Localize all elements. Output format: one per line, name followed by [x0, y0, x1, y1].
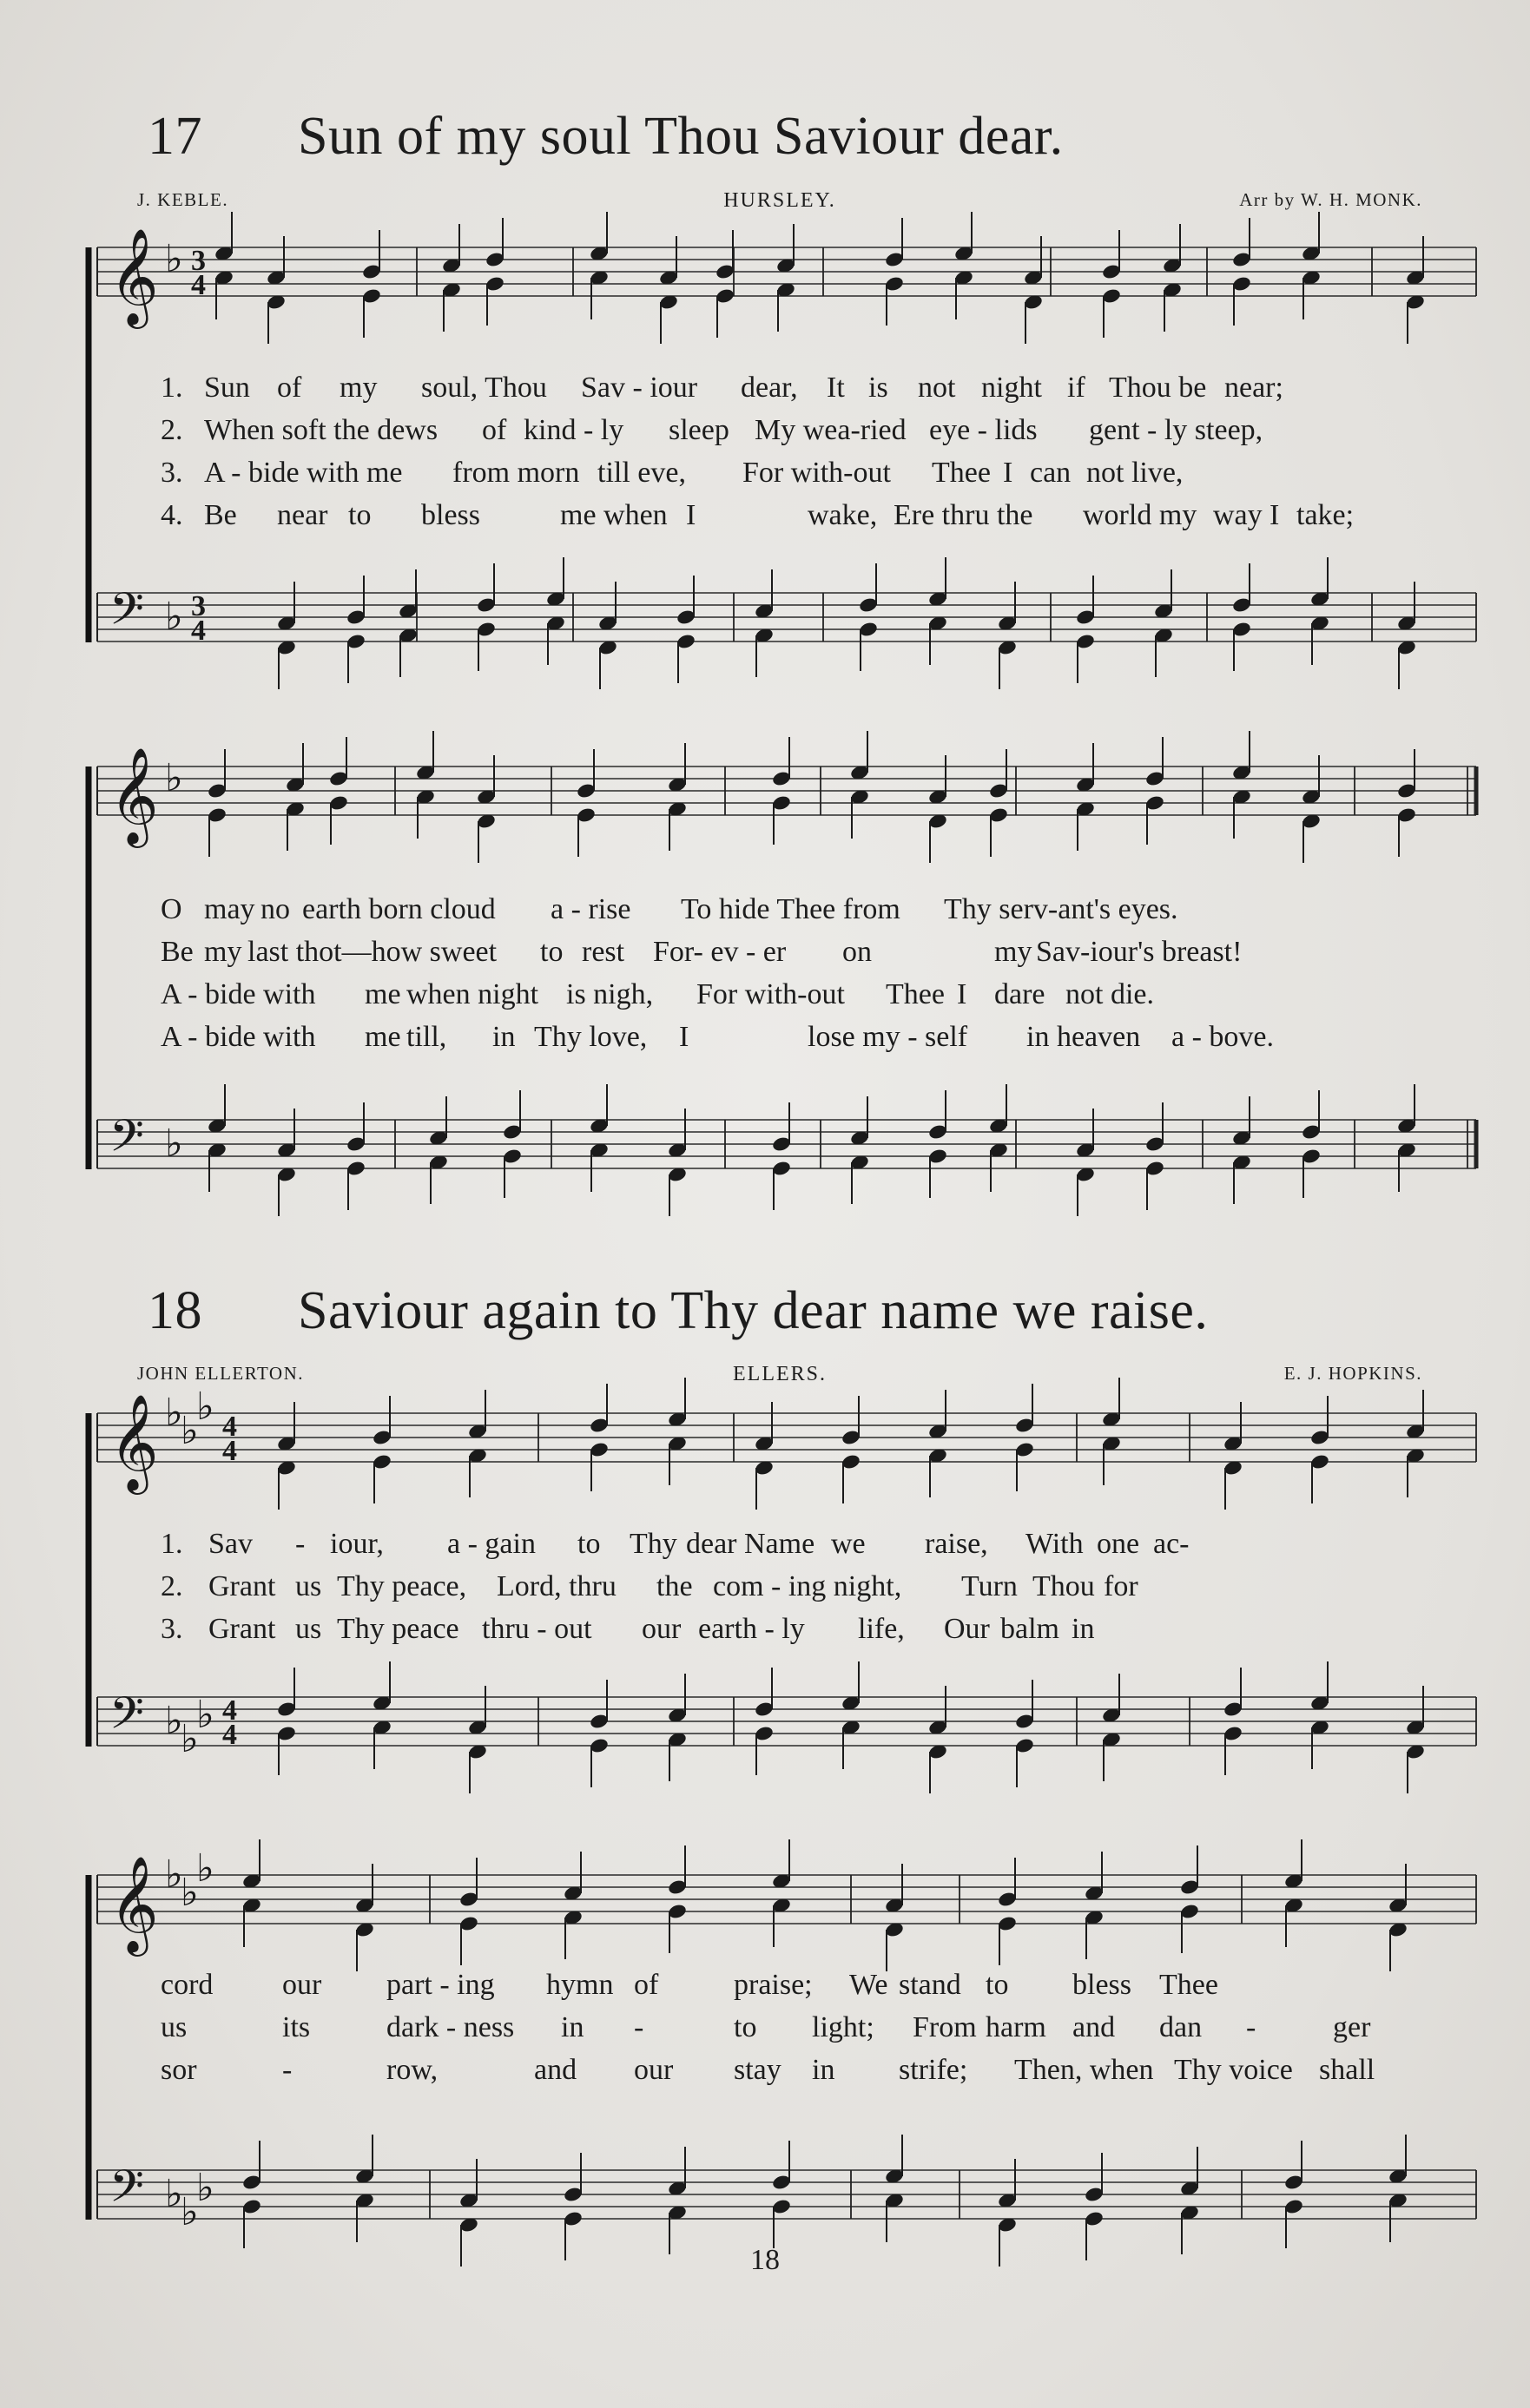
- lyric-syllable: rest: [582, 936, 625, 968]
- lyric-syllable: may: [204, 893, 255, 925]
- author: JOHN ELLERTON.: [137, 1363, 305, 1384]
- treble-clef: 𝄞: [109, 1855, 159, 1952]
- lyric-syllable: stand: [899, 1969, 961, 2001]
- lyric-syllable: night: [981, 372, 1042, 404]
- lyric-syllable: a - gain: [447, 1528, 536, 1560]
- author: J. KEBLE.: [137, 189, 229, 210]
- bass-clef: 𝄢: [109, 1687, 144, 1750]
- lyric-syllable: row,: [386, 2054, 439, 2086]
- flat-sign: ♭: [165, 1391, 183, 1435]
- lyric-syllable: and: [534, 2054, 577, 2086]
- lyric-syllable: for: [1104, 1570, 1138, 1602]
- lyric-syllable: a - rise: [551, 893, 631, 925]
- lyric-syllable: Sav: [208, 1528, 253, 1560]
- lyric-syllable: ac-: [1153, 1528, 1190, 1560]
- lyric-syllable: Our: [944, 1613, 990, 1645]
- lyric-syllable: harm: [986, 2011, 1046, 2043]
- bass-clef: 𝄢: [109, 1109, 144, 1173]
- lyric-syllable: -: [282, 2054, 293, 2086]
- lyric-syllable: Sav - iour: [581, 372, 698, 404]
- lyric-syllable: A - bide with: [161, 978, 316, 1010]
- lyric-syllable: A - bide with me: [204, 457, 403, 489]
- time-signature: 3: [191, 245, 206, 277]
- lyric-syllable: 3.: [161, 457, 183, 489]
- flat-sign: ♭: [165, 237, 183, 281]
- lyric-syllable: For with-out: [742, 457, 891, 489]
- lyric-syllable: For- ev - er: [653, 936, 787, 968]
- lyric-syllable: Thy voice: [1174, 2054, 1293, 2086]
- lyric-syllable: praise;: [734, 1969, 813, 2001]
- lyric-syllable: 2.: [161, 1570, 183, 1602]
- lyric-syllable: in: [812, 2054, 835, 2086]
- lyric-syllable: gent - ly steep,: [1089, 414, 1263, 446]
- lyric-syllable: if: [1067, 372, 1085, 404]
- lyric-syllable: sor: [161, 2054, 197, 2086]
- lyric-syllable: stay: [734, 2054, 781, 2086]
- lyric-syllable: Thy: [630, 1528, 677, 1560]
- lyric-syllable: To hide Thee from: [681, 893, 900, 925]
- lyric-syllable: Thee: [932, 457, 991, 489]
- lyric-syllable: 3.: [161, 1613, 183, 1645]
- lyric-syllable: us: [161, 2011, 188, 2043]
- lyric-syllable: part - ing: [386, 1969, 495, 2001]
- lyric-syllable: strife;: [899, 2054, 968, 2086]
- lyric-syllable: on: [842, 936, 872, 968]
- lyric-syllable: 2.: [161, 414, 183, 446]
- lyric-syllable: and: [1072, 2011, 1116, 2043]
- lyric-syllable: bless: [1072, 1969, 1131, 2001]
- flat-sign: ♭: [181, 1871, 199, 1915]
- lyric-syllable: eye - lids: [929, 414, 1038, 446]
- lyric-syllable: from morn: [452, 457, 580, 489]
- time-signature: 4: [222, 1694, 237, 1727]
- lyric-syllable: of: [634, 1969, 659, 2001]
- lyric-syllable: iour,: [330, 1528, 384, 1560]
- flat-sign: ♭: [181, 1409, 199, 1453]
- composer: Arr by W. H. MONK.: [1239, 189, 1422, 210]
- lyric-syllable: Thy love,: [534, 1021, 648, 1053]
- lyric-syllable: balm: [1000, 1613, 1059, 1645]
- lyric-syllable: me: [365, 1021, 401, 1053]
- lyric-syllable: of: [482, 414, 507, 446]
- lyric-syllable: cord: [161, 1969, 214, 2001]
- flat-sign: ♭: [196, 1385, 214, 1429]
- lyric-syllable: in: [561, 2011, 584, 2043]
- lyric-syllable: raise,: [925, 1528, 988, 1560]
- lyric-syllable: dan: [1159, 2011, 1203, 2043]
- lyric-syllable: Sav-iour's breast!: [1036, 936, 1243, 968]
- treble-clef: 𝄞: [109, 1393, 159, 1490]
- lyric-syllable: 1.: [161, 1528, 183, 1560]
- lyric-syllable: not: [918, 372, 956, 404]
- lyric-syllable: is nigh,: [566, 978, 654, 1010]
- lyric-syllable: I: [1270, 499, 1280, 531]
- lyric-syllable: Lord, thru: [497, 1570, 617, 1602]
- lyric-syllable: me: [365, 978, 401, 1010]
- lyric-syllable: dear,: [741, 372, 798, 404]
- lyric-syllable: We: [849, 1969, 888, 2001]
- lyric-syllable: Be: [161, 936, 194, 968]
- lyric-syllable: its: [282, 2011, 311, 2043]
- treble-clef: 𝄞: [109, 227, 159, 325]
- lyric-syllable: Thy peace,: [337, 1570, 467, 1602]
- lyric-syllable: near: [277, 499, 328, 531]
- flat-sign: ♭: [165, 1699, 183, 1743]
- lyric-syllable: us: [295, 1570, 322, 1602]
- lyric-syllable: From: [913, 2011, 977, 2043]
- lyric-syllable: one: [1097, 1528, 1140, 1560]
- lyric-syllable: I: [957, 978, 967, 1010]
- lyric-syllable: I: [686, 499, 696, 531]
- time-signature: 4: [191, 269, 206, 301]
- flat-sign: ♭: [165, 2172, 183, 2216]
- treble-clef: 𝄞: [109, 747, 159, 844]
- time-signature: 4: [222, 1719, 237, 1751]
- lyric-syllable: my: [994, 936, 1032, 968]
- lyric-syllable: Thy peace: [337, 1613, 459, 1645]
- flat-sign: ♭: [165, 1122, 183, 1166]
- lyric-syllable: Grant: [208, 1570, 276, 1602]
- lyric-syllable: -: [634, 2011, 644, 2043]
- lyric-syllable: dark - ness: [386, 2011, 515, 2043]
- lyric-syllable: to: [734, 2011, 757, 2043]
- lyric-syllable: a - bove.: [1171, 1021, 1275, 1053]
- lyric-syllable: when night: [406, 978, 539, 1010]
- lyric-syllable: in heaven: [1026, 1021, 1141, 1053]
- flat-sign: ♭: [181, 1717, 199, 1761]
- lyric-syllable: kind - ly: [524, 414, 624, 446]
- lyric-syllable: us: [295, 1613, 322, 1645]
- lyric-syllable: of: [277, 372, 302, 404]
- lyric-syllable: till,: [406, 1021, 447, 1053]
- time-signature: 4: [222, 1435, 237, 1467]
- flat-sign: ♭: [165, 595, 183, 639]
- lyric-syllable: me when: [560, 499, 668, 531]
- lyric-syllable: Thee: [1159, 1969, 1218, 2001]
- lyric-syllable: A - bide with: [161, 1021, 316, 1053]
- lyric-syllable: we: [831, 1528, 866, 1560]
- lyric-syllable: dear Name: [686, 1528, 815, 1560]
- lyric-syllable: O: [161, 893, 182, 925]
- lyric-syllable: Ere thru the: [894, 499, 1033, 531]
- lyric-syllable: Thy serv-ant's eyes.: [944, 893, 1178, 925]
- lyric-syllable: near;: [1224, 372, 1283, 404]
- lyric-syllable: 1.: [161, 372, 183, 404]
- lyric-syllable: not die.: [1065, 978, 1154, 1010]
- lyric-syllable: last thot—how sweet: [247, 936, 498, 968]
- page-number: 18: [750, 2244, 780, 2276]
- lyric-syllable: to: [577, 1528, 601, 1560]
- lyric-syllable: I: [679, 1021, 689, 1053]
- lyric-syllable: our: [634, 2054, 674, 2086]
- flat-sign: ♭: [196, 2166, 214, 2210]
- lyric-syllable: When soft the dews: [204, 414, 439, 446]
- flat-sign: ♭: [165, 1852, 183, 1897]
- lyric-syllable: Be: [204, 499, 237, 531]
- lyric-syllable: Thee: [886, 978, 945, 1010]
- lyric-syllable: sleep: [669, 414, 729, 446]
- hymn-number: 17: [148, 107, 202, 166]
- lyric-syllable: Grant: [208, 1613, 276, 1645]
- lyric-syllable: Sun: [204, 372, 250, 404]
- time-signature: 4: [222, 1411, 237, 1443]
- lyric-syllable: life,: [858, 1613, 905, 1645]
- lyric-syllable: world my: [1083, 499, 1197, 531]
- lyric-syllable: is: [868, 372, 888, 404]
- time-signature: 3: [191, 590, 206, 622]
- hymn-title-text: Saviour again to Thy dear name we raise.: [298, 1281, 1209, 1340]
- lyric-syllable: It: [827, 372, 845, 404]
- hymn-number: 18: [148, 1281, 202, 1340]
- lyric-syllable: For with-out: [696, 978, 845, 1010]
- lyric-syllable: our: [282, 1969, 322, 2001]
- tune-name: ELLERS.: [733, 1363, 827, 1385]
- lyric-syllable: the: [656, 1570, 693, 1602]
- lyric-syllable: no: [260, 893, 290, 925]
- lyric-syllable: Then, when: [1014, 2054, 1154, 2086]
- lyric-syllable: ger: [1333, 2011, 1371, 2043]
- lyric-syllable: com - ing night,: [713, 1570, 902, 1602]
- lyric-syllable: to: [540, 936, 564, 968]
- lyric-syllable: way: [1213, 499, 1263, 531]
- lyric-syllable: wake,: [808, 499, 878, 531]
- lyric-syllable: my: [204, 936, 242, 968]
- lyric-syllable: -: [295, 1528, 306, 1560]
- bass-clef: 𝄢: [109, 2160, 144, 2223]
- lyric-syllable: earth - ly: [698, 1613, 805, 1645]
- lyric-syllable: shall: [1319, 2054, 1375, 2086]
- lyric-syllable: Turn: [961, 1570, 1018, 1602]
- lyric-syllable: Thou be: [1109, 372, 1207, 404]
- flat-sign: ♭: [196, 1846, 214, 1891]
- lyric-syllable: With: [1025, 1528, 1084, 1560]
- time-signature: 4: [191, 615, 206, 647]
- tune-name: HURSLEY.: [723, 189, 836, 212]
- lyric-syllable: till eve,: [597, 457, 686, 489]
- lyric-syllable: bless: [421, 499, 480, 531]
- lyric-syllable: hymn: [546, 1969, 614, 2001]
- lyric-syllable: in: [492, 1021, 516, 1053]
- lyric-syllable: dare: [994, 978, 1045, 1010]
- lyric-syllable: lose my - self: [808, 1021, 968, 1053]
- lyric-syllable: not live,: [1086, 457, 1184, 489]
- flat-sign: ♭: [165, 756, 183, 800]
- lyric-syllable: take;: [1296, 499, 1355, 531]
- composer: E. J. HOPKINS.: [1283, 1363, 1422, 1384]
- lyric-syllable: light;: [812, 2011, 874, 2043]
- lyric-syllable: can: [1030, 457, 1072, 489]
- lyric-syllable: Thou: [1032, 1570, 1095, 1602]
- bass-clef: 𝄢: [109, 582, 144, 646]
- lyric-syllable: my: [340, 372, 378, 404]
- lyric-syllable: -: [1246, 2011, 1256, 2043]
- flat-sign: ♭: [196, 1693, 214, 1737]
- lyric-syllable: thru - out: [482, 1613, 592, 1645]
- hymn-title-text: Sun of my soul Thou Saviour dear.: [298, 107, 1064, 166]
- flat-sign: ♭: [181, 2190, 199, 2234]
- lyric-syllable: in: [1072, 1613, 1095, 1645]
- lyric-syllable: I: [1003, 457, 1013, 489]
- lyric-syllable: 4.: [161, 499, 183, 531]
- lyric-syllable: earth born cloud: [302, 893, 496, 925]
- lyric-syllable: to: [986, 1969, 1009, 2001]
- lyric-syllable: to: [348, 499, 372, 531]
- lyric-syllable: My wea-ried: [755, 414, 907, 446]
- lyric-syllable: soul, Thou: [421, 372, 547, 404]
- lyric-syllable: our: [642, 1613, 682, 1645]
